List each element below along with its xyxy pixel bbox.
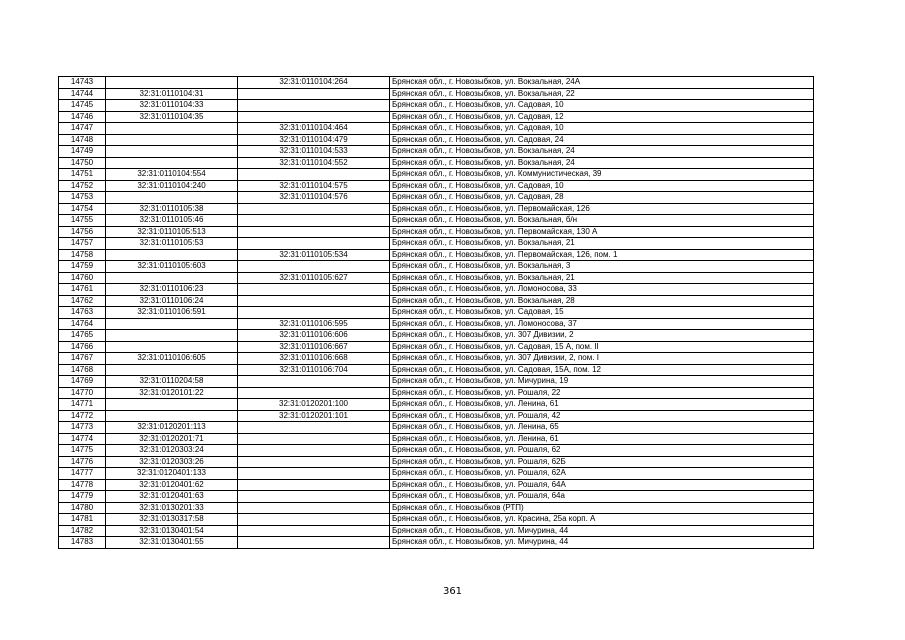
- table-row: [59, 364, 814, 376]
- premises-cadastral-number-cell: 32:31:0110105:627: [238, 272, 390, 284]
- address-cell: Брянская обл., г. Новозыбков, ул. Мичурина, 44: [390, 537, 814, 549]
- premises-cadastral-number-cell: 32:31:0110104:576: [238, 192, 390, 204]
- premises-cadastral-number-cell: 32:31:0110106:606: [238, 330, 390, 342]
- row-number-cell: 14746: [59, 111, 106, 123]
- address-cell: Брянская обл., г. Новозыбков, ул. Рошаля, 62А: [390, 468, 814, 480]
- row-number-cell: 14777: [59, 468, 106, 480]
- table-row: [59, 295, 814, 307]
- table-row: [59, 479, 814, 491]
- table-row: [59, 353, 814, 365]
- address-cell: Брянская обл., г. Новозыбков, ул. Садовая, 15: [390, 307, 814, 319]
- premises-cadastral-number-cell: [238, 445, 390, 457]
- address-cell: Брянская обл., г. Новозыбков, ул. Вокзальная, 24: [390, 157, 814, 169]
- address-cell: Брянская обл., г. Новозыбков, ул. Рошаля, 42: [390, 410, 814, 422]
- address-cell: Брянская обл., г. Новозыбков, ул. Красина, 25а корп. А: [390, 514, 814, 526]
- premises-cadastral-number-cell: 32:31:0110104:533: [238, 146, 390, 158]
- premises-cadastral-number-cell: 32:31:0110106:667: [238, 341, 390, 353]
- premises-cadastral-number-cell: [238, 238, 390, 250]
- cadastral-number-cell: 32:31:0110106:24: [106, 295, 238, 307]
- cadastral-number-cell: 32:31:0110105:38: [106, 203, 238, 215]
- row-number-cell: 14759: [59, 261, 106, 273]
- table-row: [59, 272, 814, 284]
- row-number-cell: 14750: [59, 157, 106, 169]
- address-cell: Брянская обл., г. Новозыбков, ул. 307 Дивизии, 2: [390, 330, 814, 342]
- address-cell: Брянская обл., г. Новозыбков, ул. Первомайская, 130 А: [390, 226, 814, 238]
- table-row: [59, 468, 814, 480]
- table-row: [59, 123, 814, 135]
- row-number-cell: 14774: [59, 433, 106, 445]
- row-number-cell: 14766: [59, 341, 106, 353]
- premises-cadastral-number-cell: [238, 468, 390, 480]
- premises-cadastral-number-cell: [238, 433, 390, 445]
- table-row: [59, 307, 814, 319]
- address-cell: Брянская обл., г. Новозыбков, ул. Вокзальная, 3: [390, 261, 814, 273]
- premises-cadastral-number-cell: 32:31:0110105:534: [238, 249, 390, 261]
- address-cell: Брянская обл., г. Новозыбков, ул. Мичурина, 44: [390, 525, 814, 537]
- premises-cadastral-number-cell: [238, 479, 390, 491]
- row-number-cell: 14765: [59, 330, 106, 342]
- table-row: [59, 502, 814, 514]
- row-number-cell: 14752: [59, 180, 106, 192]
- cadastral-number-cell: [106, 318, 238, 330]
- table-row: [59, 157, 814, 169]
- address-cell: Брянская обл., г. Новозыбков, ул. Коммунистическая, 39: [390, 169, 814, 181]
- table-row: [59, 525, 814, 537]
- premises-cadastral-number-cell: 32:31:0110104:552: [238, 157, 390, 169]
- row-number-cell: 14775: [59, 445, 106, 457]
- cadastral-number-cell: 32:31:0110104:554: [106, 169, 238, 181]
- premises-cadastral-number-cell: [238, 111, 390, 123]
- cadastral-number-cell: [106, 157, 238, 169]
- address-cell: Брянская обл., г. Новозыбков, ул. Садовая, 28: [390, 192, 814, 204]
- premises-cadastral-number-cell: 32:31:0110104:575: [238, 180, 390, 192]
- table-row: [59, 399, 814, 411]
- row-number-cell: 14758: [59, 249, 106, 261]
- address-cell: Брянская обл., г. Новозыбков, ул. Садовая, 24: [390, 134, 814, 146]
- cadastral-number-cell: [106, 272, 238, 284]
- address-cell: Брянская обл., г. Новозыбков, ул. Вокзальная, 24: [390, 146, 814, 158]
- premises-cadastral-number-cell: [238, 88, 390, 100]
- table-row: [59, 261, 814, 273]
- premises-cadastral-number-cell: 32:31:0120201:101: [238, 410, 390, 422]
- cadastral-number-cell: 32:31:0110104:33: [106, 100, 238, 112]
- cadastral-number-cell: [106, 364, 238, 376]
- premises-cadastral-number-cell: [238, 261, 390, 273]
- row-number-cell: 14756: [59, 226, 106, 238]
- row-number-cell: 14779: [59, 491, 106, 503]
- address-cell: Брянская обл., г. Новозыбков, ул. Садовая, 10: [390, 123, 814, 135]
- cadastral-number-cell: [106, 410, 238, 422]
- table-row: [59, 318, 814, 330]
- cadastral-number-cell: [106, 341, 238, 353]
- address-cell: Брянская обл., г. Новозыбков, ул. Садовая, 10: [390, 180, 814, 192]
- table-row: [59, 537, 814, 549]
- cadastral-number-cell: 32:31:0130317:58: [106, 514, 238, 526]
- premises-cadastral-number-cell: [238, 307, 390, 319]
- cadastral-number-cell: 32:31:0110106:605: [106, 353, 238, 365]
- row-number-cell: 14769: [59, 376, 106, 388]
- cadastral-number-cell: 32:31:0110106:591: [106, 307, 238, 319]
- cadastral-number-cell: 32:31:0120401:133: [106, 468, 238, 480]
- table-row: [59, 169, 814, 181]
- premises-cadastral-number-cell: [238, 422, 390, 434]
- cadastral-number-cell: 32:31:0110104:35: [106, 111, 238, 123]
- cadastral-number-cell: 32:31:0110106:23: [106, 284, 238, 296]
- address-cell: Брянская обл., г. Новозыбков, ул. Садовая, 15 А, пом. II: [390, 341, 814, 353]
- address-cell: Брянская обл., г. Новозыбков, ул. Рошаля, 64А: [390, 479, 814, 491]
- row-number-cell: 14778: [59, 479, 106, 491]
- cadastral-number-cell: 32:31:0120101:22: [106, 387, 238, 399]
- address-cell: Брянская обл., г. Новозыбков, ул. Вокзальная, б/н: [390, 215, 814, 227]
- address-cell: Брянская обл., г. Новозыбков, ул. Вокзальная, 28: [390, 295, 814, 307]
- row-number-cell: 14763: [59, 307, 106, 319]
- table-row: [59, 445, 814, 457]
- row-number-cell: 14767: [59, 353, 106, 365]
- premises-cadastral-number-cell: [238, 100, 390, 112]
- table-row: [59, 100, 814, 112]
- cadastral-number-cell: 32:31:0120401:63: [106, 491, 238, 503]
- address-cell: Брянская обл., г. Новозыбков, ул. Вокзальная, 21: [390, 272, 814, 284]
- row-number-cell: 14761: [59, 284, 106, 296]
- premises-cadastral-number-cell: 32:31:0110104:264: [238, 77, 390, 89]
- row-number-cell: 14743: [59, 77, 106, 89]
- cadastral-number-cell: 32:31:0110204:58: [106, 376, 238, 388]
- premises-cadastral-number-cell: [238, 203, 390, 215]
- premises-cadastral-number-cell: [238, 226, 390, 238]
- table-row: [59, 77, 814, 89]
- row-number-cell: 14749: [59, 146, 106, 158]
- row-number-cell: 14748: [59, 134, 106, 146]
- cadastral-number-cell: 32:31:0110104:240: [106, 180, 238, 192]
- table-row: [59, 226, 814, 238]
- address-cell: Брянская обл., г. Новозыбков, ул. Первомайская, 126: [390, 203, 814, 215]
- row-number-cell: 14781: [59, 514, 106, 526]
- cadastral-number-cell: 32:31:0110105:53: [106, 238, 238, 250]
- address-cell: Брянская обл., г. Новозыбков, ул. Вокзальная, 24А: [390, 77, 814, 89]
- table-row: [59, 376, 814, 388]
- premises-cadastral-number-cell: 32:31:0110104:479: [238, 134, 390, 146]
- row-number-cell: 14770: [59, 387, 106, 399]
- premises-cadastral-number-cell: [238, 387, 390, 399]
- cadastral-number-cell: 32:31:0130201:33: [106, 502, 238, 514]
- address-cell: Брянская обл., г. Новозыбков, ул. 307 Дивизии, 2, пом. I: [390, 353, 814, 365]
- cadastral-number-cell: [106, 399, 238, 411]
- row-number-cell: 14764: [59, 318, 106, 330]
- cadastral-number-cell: [106, 77, 238, 89]
- premises-cadastral-number-cell: [238, 456, 390, 468]
- page-number: 361: [442, 586, 463, 597]
- cadastral-number-cell: [106, 146, 238, 158]
- row-number-cell: 14745: [59, 100, 106, 112]
- premises-cadastral-number-cell: [238, 284, 390, 296]
- cadastral-number-cell: [106, 192, 238, 204]
- table-row: [59, 180, 814, 192]
- cadastral-number-cell: 32:31:0110105:603: [106, 261, 238, 273]
- table-row: [59, 111, 814, 123]
- premises-cadastral-number-cell: 32:31:0110106:668: [238, 353, 390, 365]
- registry-table-body: [59, 77, 814, 549]
- address-cell: Брянская обл., г. Новозыбков, ул. Ленина, 61: [390, 399, 814, 411]
- table-row: [59, 456, 814, 468]
- address-cell: Брянская обл., г. Новозыбков, ул. Рошаля, 64а: [390, 491, 814, 503]
- cadastral-number-cell: 32:31:0130401:54: [106, 525, 238, 537]
- cadastral-number-cell: [106, 134, 238, 146]
- premises-cadastral-number-cell: [238, 514, 390, 526]
- premises-cadastral-number-cell: [238, 491, 390, 503]
- premises-cadastral-number-cell: 32:31:0110104:464: [238, 123, 390, 135]
- row-number-cell: 14762: [59, 295, 106, 307]
- row-number-cell: 14755: [59, 215, 106, 227]
- row-number-cell: 14753: [59, 192, 106, 204]
- cadastral-number-cell: 32:31:0120201:71: [106, 433, 238, 445]
- cadastral-number-cell: 32:31:0110104:31: [106, 88, 238, 100]
- row-number-cell: 14772: [59, 410, 106, 422]
- row-number-cell: 14744: [59, 88, 106, 100]
- cadastral-number-cell: 32:31:0130401:55: [106, 537, 238, 549]
- table-row: [59, 146, 814, 158]
- table-row: [59, 387, 814, 399]
- cadastral-number-cell: 32:31:0110105:46: [106, 215, 238, 227]
- premises-cadastral-number-cell: [238, 502, 390, 514]
- table-row: [59, 134, 814, 146]
- address-cell: Брянская обл., г. Новозыбков, ул. Рошаля, 62Б: [390, 456, 814, 468]
- address-cell: Брянская обл., г. Новозыбков, ул. Вокзальная, 21: [390, 238, 814, 250]
- table-row: [59, 192, 814, 204]
- row-number-cell: 14760: [59, 272, 106, 284]
- address-cell: Брянская обл., г. Новозыбков, ул. Ломоносова, 33: [390, 284, 814, 296]
- cadastral-number-cell: [106, 330, 238, 342]
- table-row: [59, 203, 814, 215]
- cadastral-number-cell: 32:31:0120201:113: [106, 422, 238, 434]
- row-number-cell: 14782: [59, 525, 106, 537]
- table-row: [59, 88, 814, 100]
- table-row: [59, 422, 814, 434]
- address-cell: Брянская обл., г. Новозыбков, ул. Ломоносова, 37: [390, 318, 814, 330]
- address-cell: Брянская обл., г. Новозыбков, ул. Ленина, 65: [390, 422, 814, 434]
- row-number-cell: 14768: [59, 364, 106, 376]
- address-cell: Брянская обл., г. Новозыбков, ул. Рошаля, 62: [390, 445, 814, 457]
- row-number-cell: 14751: [59, 169, 106, 181]
- row-number-cell: 14773: [59, 422, 106, 434]
- row-number-cell: 14771: [59, 399, 106, 411]
- table-row: [59, 433, 814, 445]
- table-row: [59, 249, 814, 261]
- row-number-cell: 14780: [59, 502, 106, 514]
- address-cell: Брянская обл., г. Новозыбков, ул. Первомайская, 126, пом. 1: [390, 249, 814, 261]
- cadastral-number-cell: 32:31:0120401:62: [106, 479, 238, 491]
- registry-table: [58, 76, 814, 549]
- row-number-cell: 14757: [59, 238, 106, 250]
- table-row: [59, 330, 814, 342]
- table-row: [59, 284, 814, 296]
- cadastral-number-cell: [106, 123, 238, 135]
- address-cell: Брянская обл., г. Новозыбков, ул. Садовая, 10: [390, 100, 814, 112]
- premises-cadastral-number-cell: 32:31:0110106:704: [238, 364, 390, 376]
- premises-cadastral-number-cell: 32:31:0120201:100: [238, 399, 390, 411]
- cadastral-number-cell: 32:31:0120303:24: [106, 445, 238, 457]
- address-cell: Брянская обл., г. Новозыбков, ул. Мичурина, 19: [390, 376, 814, 388]
- premises-cadastral-number-cell: [238, 215, 390, 227]
- premises-cadastral-number-cell: 32:31:0110106:595: [238, 318, 390, 330]
- address-cell: Брянская обл., г. Новозыбков, ул. Садовая, 12: [390, 111, 814, 123]
- premises-cadastral-number-cell: [238, 169, 390, 181]
- cadastral-number-cell: 32:31:0120303:26: [106, 456, 238, 468]
- address-cell: Брянская обл., г. Новозыбков, ул. Ленина, 61: [390, 433, 814, 445]
- address-cell: Брянская обл., г. Новозыбков (РТП): [390, 502, 814, 514]
- premises-cadastral-number-cell: [238, 537, 390, 549]
- premises-cadastral-number-cell: [238, 525, 390, 537]
- table-row: [59, 215, 814, 227]
- premises-cadastral-number-cell: [238, 295, 390, 307]
- cadastral-number-cell: [106, 249, 238, 261]
- row-number-cell: 14747: [59, 123, 106, 135]
- row-number-cell: 14776: [59, 456, 106, 468]
- address-cell: Брянская обл., г. Новозыбков, ул. Вокзальная, 22: [390, 88, 814, 100]
- table-row: [59, 514, 814, 526]
- table-row: [59, 410, 814, 422]
- table-row: [59, 238, 814, 250]
- row-number-cell: 14783: [59, 537, 106, 549]
- address-cell: Брянская обл., г. Новозыбков, ул. Садовая, 15А, пом. 12: [390, 364, 814, 376]
- cadastral-number-cell: 32:31:0110105:513: [106, 226, 238, 238]
- row-number-cell: 14754: [59, 203, 106, 215]
- address-cell: Брянская обл., г. Новозыбков, ул. Рошаля, 22: [390, 387, 814, 399]
- table-row: [59, 491, 814, 503]
- premises-cadastral-number-cell: [238, 376, 390, 388]
- table-row: [59, 341, 814, 353]
